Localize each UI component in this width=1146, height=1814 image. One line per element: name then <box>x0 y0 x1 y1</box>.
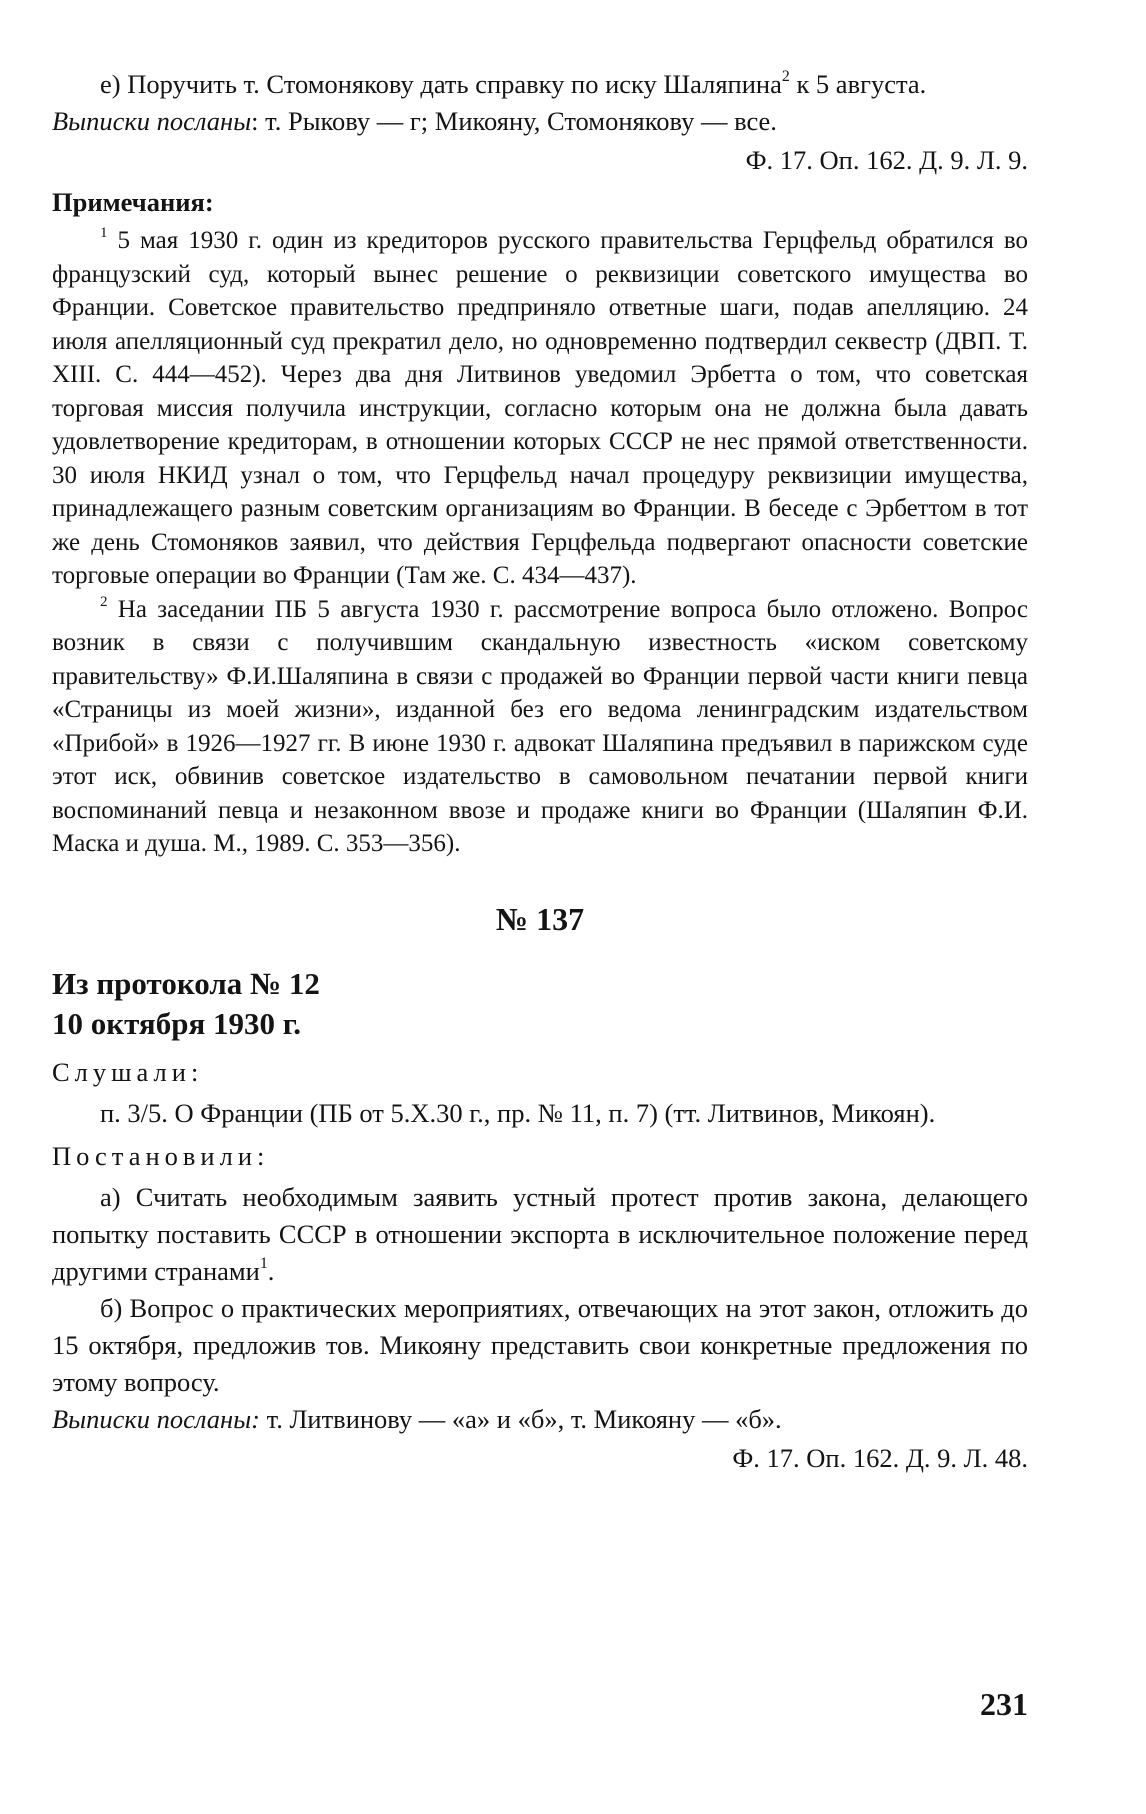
footnote-ref: 2 <box>781 68 790 86</box>
heard-text: п. 3/5. О Франции (ПБ от 5.Х.30 г., пр. № 11, п. 7) (тт. Литвинов, Микоян). <box>100 1097 936 1128</box>
archive-reference: Ф. 17. Оп. 162. Д. 9. Л. 9. <box>745 145 1028 175</box>
note-2-text: На заседании ПБ 5 августа 1930 г. рассмотрение вопроса было отложено. Вопрос возник в связи с получившим скандальную известность «иском советскому правительству» Ф.И.Шаляпина в связи с продажей во Франции первой части книги певца «Страницы из моей жизни», изданной без его ведома ленинградским издательством «Прибой» в 1926—1927 гг. В июне 1930 г. адвокат Шаляпина предъявил в парижском суде этот иск, обвинив советское издательство в самовольном печатании первой книги воспоминаний певца и незаконном ввозе и продаже книги во Франции (Шаляпин Ф.И. Маска и душа. М., 1989. С. 353—356). <box>52 595 1028 857</box>
extracts-sent-text: : т. Рыкову — г; Микояну, Стомонякову — все. <box>251 106 777 136</box>
note-1 <box>52 224 1028 593</box>
note-1-mark: 1 <box>100 224 108 241</box>
extracts-sent-label: Выписки посланы <box>52 106 252 136</box>
extracts-sent-text: т. Литвинову — «а» и «б», т. Микояну — «б». <box>259 1403 782 1434</box>
protocol-date: 10 октября 1930 г. <box>52 1005 302 1041</box>
extracts-sent-label: Выписки посланы: <box>52 1403 260 1434</box>
archive-reference: Ф. 17. Оп. 162. Д. 9. Л. 48. <box>732 1442 1028 1473</box>
extracts-sent-line <box>52 103 1028 140</box>
item-a-end: . <box>267 1255 275 1286</box>
resolution-item-b: б) Вопрос о практических мероприятиях, отвечающих на этот закон, отложить до 15 октября, предложив тов. Микояну представить свои конкретные предложения по этому вопросу. <box>52 1292 1028 1397</box>
item-e-end: к 5 августа. <box>789 69 927 99</box>
item-a-text: а) Считать необходимым заявить устный протест против закона, делающего попытку поставить СССР в отношении экспорта в исключительное положение перед другими странами <box>52 1181 1028 1286</box>
note-1-text: 5 мая 1930 г. один из кредиторов русского правительства Герцфельд обратился во французский суд, который вынес решение о реквизиции советского имущества во Франции. Советское правительство предприняло ответные шаги, подав апелляцию. 24 июля апелляционный суд прекратил дело, но одновременно подтвердил секвестр (ДВП. Т. XIII. С. 444—452). Через два дня Литвинов уведомил Эрбетта о том, что советская торговая миссия получила инструкции, согласно которым она не должна была давать удовлетворение кредиторам, в отношении которых СССР не нес прямой ответственности. 30 июля НКИД узнал о том, что Герцфельд начал процедуру реквизиции имущества, принадлежащего разным советским организациям во Франции. В беседе с Эрбеттом в тот же день Стомоняков заявил, что действия Герцфельда подвергают опасности советские торговые операции во Франции (Там же. С. 434—437). <box>52 227 1028 589</box>
note-2 <box>52 593 1028 861</box>
document-number: № 137 <box>495 900 585 937</box>
footnote-ref: 1 <box>259 1254 268 1272</box>
page-number: 231 <box>980 1686 1028 1722</box>
notes-section <box>52 224 1028 861</box>
notes-heading: Примечания: <box>52 187 214 217</box>
protocol-title-line1: Из протокола № 12 <box>52 965 320 1001</box>
protocol-body <box>52 1054 1028 1477</box>
protocol-title <box>52 964 1028 1044</box>
resolved-label: Постановили: <box>52 1140 270 1171</box>
heard-label: Слушали: <box>52 1056 204 1087</box>
top-section <box>52 66 1028 179</box>
note-2-mark: 2 <box>100 593 108 610</box>
resolution-item-e <box>52 66 1028 103</box>
resolution-item-a <box>52 1179 1028 1290</box>
item-e-text: е) Поручить т. Стомонякову дать справку по иску Шаляпина <box>100 69 782 99</box>
extracts-sent-line <box>52 1401 1028 1438</box>
